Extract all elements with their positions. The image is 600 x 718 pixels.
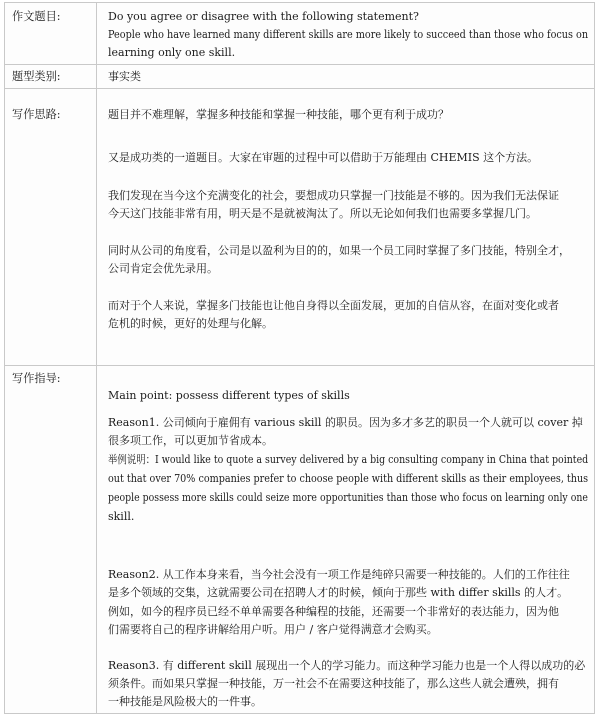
row-divider: [5, 88, 594, 89]
guidance-line: 们需要将自己的程序讲解给用户听。用户 / 客户觉得满意才会购买。: [108, 623, 438, 636]
guidance-line: 例如，如今的程序员已经不单单需要各种编程的技能，还需要一个非常好的表达能力，因为他: [108, 605, 559, 618]
guidance-line: 须条件。而如果只掌握一种技能，万一社会不在需要这种技能了，那么这些人就会遭殃，拥有: [108, 677, 559, 690]
approach-line: 危机的时候，更好的处理与化解。: [108, 317, 273, 330]
guidance-line: people possess more skills could seize more opportunities than those who focus on learning only one: [108, 491, 588, 504]
question-type-value: 事实类: [108, 70, 141, 83]
label-essay-topic: 作文题目:: [12, 10, 61, 23]
guidance-line: Reason1. 公司倾向于雇佣有 various skill 的职员。因为多才多艺的职员一个人就可以 cover 掉: [108, 416, 583, 429]
approach-line: 而对于个人来说，掌握多门技能也让他自身得以全面发展，更加的自信从容，在面对变化或者: [108, 299, 559, 312]
topic-line: learning only one skill.: [108, 46, 236, 59]
guidance-line: out that over 70% companies prefer to choose people with different skills as their employees, thus: [108, 472, 589, 485]
guidance-line: 举例说明：I would like to quote a survey delivered by a big consulting company in China that pointed: [108, 453, 589, 466]
guidance-line: 是多个领域的交集，这就需要公司在招聘人才的时候，倾向于那些 with differ skills 的人才。: [108, 586, 569, 599]
guidance-line: 一种技能是风险极大的一件事。: [108, 695, 262, 708]
approach-line: 同时从公司的角度看，公司是以盈利为目的的，如果一个员工同时掌握了多门技能，特别全才，: [108, 244, 570, 257]
guidance-line: Reason3. 有 different skill 展现出一个人的学习能力。而这种学习能力也是一个人得以成功的必: [108, 659, 586, 672]
essay-outline-table: [4, 2, 595, 714]
topic-line: Do you agree or disagree with the following statement?: [108, 10, 419, 23]
approach-line: 公司肯定会优先录用。: [108, 262, 218, 275]
topic-line: People who have learned many different skills are more likely to succeed than those who focus on: [108, 28, 589, 41]
row-divider: [5, 64, 594, 65]
approach-line: 今天这门技能非常有用，明天是不是就被淘汰了。所以无论如何我们也需要多掌握几门。: [108, 207, 537, 220]
guidance-line: Reason2. 从工作本身来看，当今社会没有一项工作是纯碎只需要一种技能的。人们的工作往往: [108, 568, 570, 581]
approach-line: 又是成功类的一道题目。大家在审题的过程中可以借助于万能理由 CHEMIS 这个方法。: [108, 151, 539, 164]
label-question-type: 题型类别:: [12, 70, 61, 83]
approach-line: 我们发现在当今这个充满变化的社会，要想成功只掌握一门技能是不够的。因为我们无法保证: [108, 189, 559, 202]
label-writing-guidance: 写作指导:: [12, 372, 61, 385]
guidance-line: skill.: [108, 510, 135, 523]
guidance-line: 很多项工作，可以更加节省成本。: [108, 434, 273, 447]
label-writing-approach: 写作思路:: [12, 108, 61, 121]
column-divider: [96, 3, 97, 713]
guidance-line: Main point: possess different types of skills: [108, 389, 350, 402]
row-divider: [5, 365, 594, 366]
approach-line: 题目并不难理解，掌握多种技能和掌握一种技能，哪个更有利于成功？: [108, 108, 449, 121]
